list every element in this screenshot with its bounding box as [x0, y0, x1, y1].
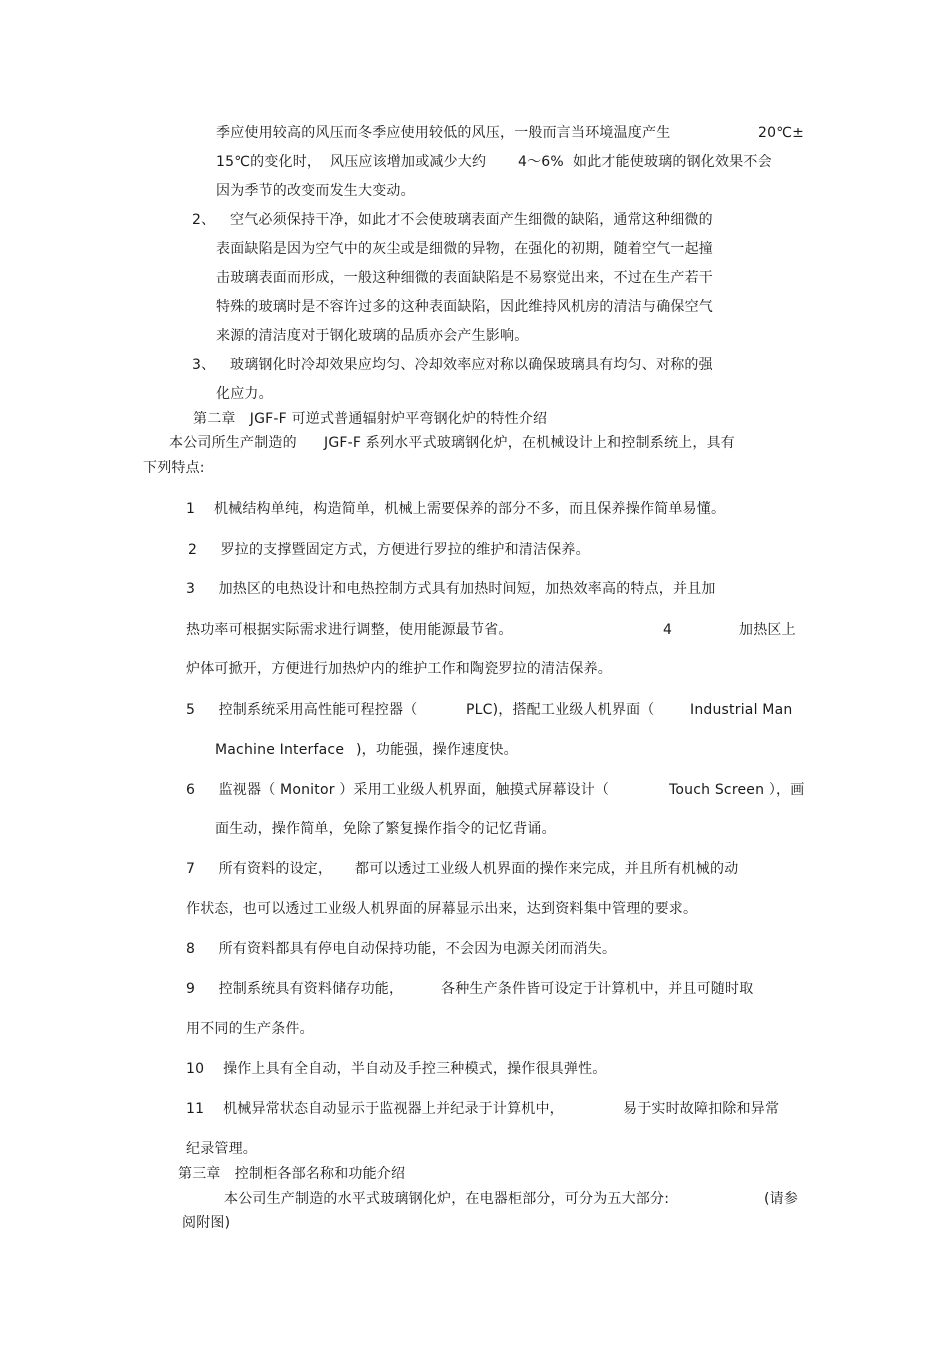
feature-number: 4: [663, 622, 673, 638]
item-number: 3、: [192, 357, 216, 373]
paragraph-line: JGF-F 系列水平式玻璃钢化炉，在机械设计上和控制系统上，具有: [324, 435, 735, 451]
paragraph-line: 本公司所生产制造的: [169, 435, 297, 451]
feature-item: 作状态，也可以透过工业级人机界面的屏幕显示出来，达到资料集中管理的要求。: [186, 901, 698, 917]
paragraph-line: 下列特点:: [143, 460, 205, 476]
feature-item: Machine Interface: [215, 742, 345, 758]
paragraph-line: 风压应该增加或减少大约: [330, 154, 487, 170]
paragraph-line: 4～6%: [518, 154, 564, 170]
feature-item: 7 所有资料的设定，: [186, 861, 333, 877]
feature-item: 2 罗拉的支撑暨固定方式，方便进行罗拉的维护和清洁保养。: [188, 542, 590, 558]
feature-item: Touch Screen ），画: [669, 782, 805, 798]
paragraph-line: 表面缺陷是因为空气中的灰尘或是细微的异物，在强化的初期，随着空气一起撞: [216, 241, 713, 257]
chapter-heading: 第二章 JGF-F 可逆式普通辐射炉平弯钢化炉的特性介绍: [193, 411, 548, 427]
paragraph-line: 季应使用较高的风压而冬季应使用较低的风压，一般而言当环境温度产生: [216, 125, 671, 141]
paragraph-line: 因为季节的改变而发生大变动。: [216, 183, 415, 199]
feature-item: 加热区上: [739, 622, 796, 638]
feature-item: 炉体可掀开，方便进行加热炉内的维护工作和陶瓷罗拉的清洁保养。: [186, 661, 612, 677]
paragraph-line: 如此才能使玻璃的钢化效果不会: [573, 154, 772, 170]
feature-item: 5 控制系统采用高性能可程控器（: [186, 702, 418, 718]
feature-item: 热功率可根据实际需求进行调整，使用能源最节省。: [186, 622, 513, 638]
item-number: 2、: [192, 212, 216, 228]
feature-item: 易于实时故障扣除和异常: [623, 1101, 780, 1117]
feature-item: 用不同的生产条件。: [186, 1021, 314, 1037]
chapter-heading: 第三章 控制柜各部名称和功能介绍: [178, 1166, 406, 1182]
paragraph-line: 击玻璃表面而形成，一般这种细微的表面缺陷是不易察觉出来，不过在生产若干: [216, 270, 713, 286]
feature-item: 11 机械异常状态自动显示于监视器上并纪录于计算机中，: [186, 1101, 564, 1117]
paragraph-line: 本公司生产制造的水平式玻璃钢化炉，在电器柜部分，可分为五大部分:: [224, 1191, 670, 1207]
feature-item: 6 监视器（ Monitor ）采用工业级人机界面，触摸式屏幕设计（: [186, 782, 610, 798]
paragraph-line: 空气必须保持干净，如此才不会使玻璃表面产生细微的缺陷，通常这种细微的: [230, 212, 713, 228]
feature-item: 3 加热区的电热设计和电热控制方式具有加热时间短，加热效率高的特点，并且加: [186, 581, 716, 597]
feature-item: 都可以透过工业级人机界面的操作来完成，并且所有机械的动: [355, 861, 739, 877]
paragraph-line: 玻璃钢化时冷却效果应均匀、冷却效率应对称以确保玻璃具有均匀、对称的强: [230, 357, 713, 373]
paragraph-line: 阅附图): [182, 1215, 231, 1231]
feature-item: )，功能强，操作速度快。: [356, 742, 518, 758]
feature-item: 纪录管理。: [186, 1141, 257, 1157]
paragraph-line: 化应力。: [216, 386, 273, 402]
feature-item: 各种生产条件皆可设定于计算机中，并且可随时取: [441, 981, 754, 997]
feature-item: Industrial Man: [690, 702, 793, 718]
feature-item: 10 操作上具有全自动，半自动及手控三种模式，操作很具弹性。: [186, 1061, 607, 1077]
paragraph-line: (请参: [764, 1191, 799, 1207]
paragraph-line: 来源的清洁度对于钢化玻璃的品质亦会产生影响。: [216, 328, 529, 344]
feature-item: 1 机械结构单纯，构造简单，机械上需要保养的部分不多，而且保养操作简单易懂。: [186, 501, 726, 517]
paragraph-line: 15℃的变化时，: [216, 154, 322, 170]
paragraph-line: 特殊的玻璃时是不容许过多的这种表面缺陷，因此维持风机房的清洁与确保空气: [216, 299, 713, 315]
feature-item: PLC)，搭配工业级人机界面（: [466, 702, 655, 718]
paragraph-line: 20℃±: [758, 125, 805, 141]
feature-item: 面生动，操作简单，免除了繁复操作指令的记忆背诵。: [215, 821, 556, 837]
feature-item: 9 控制系统具有资料储存功能，: [186, 981, 404, 997]
feature-item: 8 所有资料都具有停电自动保持功能，不会因为电源关闭而消失。: [186, 941, 617, 957]
